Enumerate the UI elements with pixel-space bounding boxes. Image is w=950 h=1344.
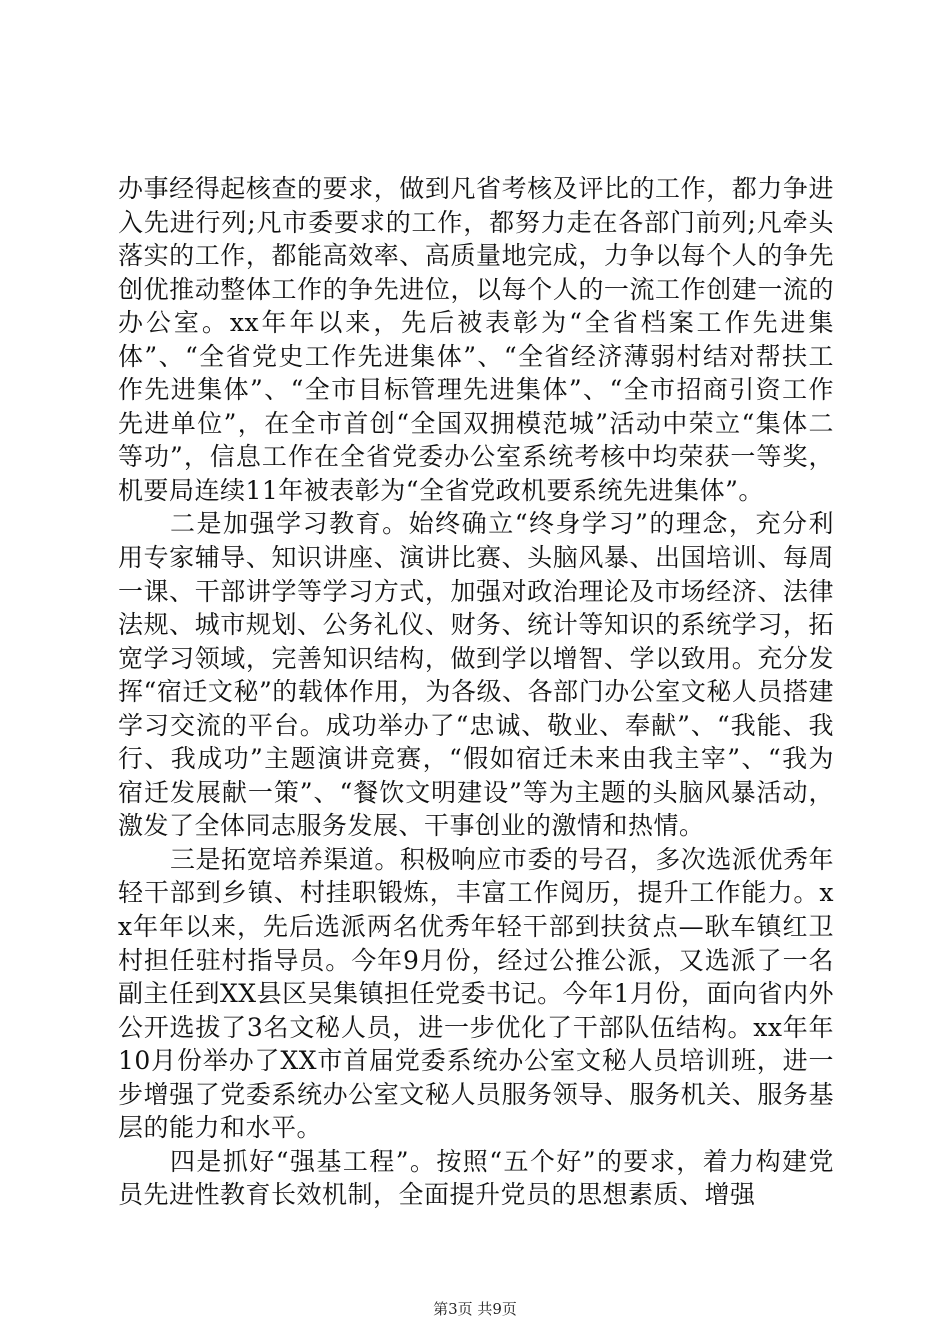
paragraph-1: 办事经得起核查的要求，做到凡省考核及评比的工作，都力争进入先进行列;凡市委要求的工作，都努力走在各部门前列;凡牵头落实的工作，都能高效率、高质量地完成，力争以每个人的争先创优推动整体工作的争先进位，以每个人的一流工作创建一流的办公室。xx年年以来，先后被表彰为“全省档案工作先进集体”、“全省党史工作先进集体”、“全省经济薄弱村结对帮扶工作先进集体”、“全市目标管理先进集体”、“全市招商引资工作先进单位”，在全市首创“全国双拥模范城”活动中荣立“集体二等功”，信息工作在全省党委办公室系统考核中均荣获一等奖，机要局连续11年被表彰为“全省党政机要系统先进集体”。 [118, 174, 834, 505]
paragraph-3: 三是拓宽培养渠道。积极响应市委的号召，多次选派优秀年轻干部到乡镇、村挂职锻炼，丰富工作阅历，提升工作能力。xx年年以来，先后选派两名优秀年轻干部到扶贫点—耿车镇红卫村担任驻村指导员。今年9月份，经过公推公派，又选派了一名副主任到XX县区吴集镇担任党委书记。今年1月份，面向省内外公开选拔了3名文秘人员，进一步优化了干部队伍结构。xx年年10月份举办了XX市首届党委系统办公室文秘人员培训班，进一步增强了党委系统办公室文秘人员服务领导、服务机关、服务基层的能力和水平。 [118, 844, 835, 1143]
paragraph-2: 二是加强学习教育。始终确立“终身学习”的理念，充分利用专家辅导、知识讲座、演讲比赛、头脑风暴、出国培训、每周一课、干部讲学等学习方式，加强对政治理论及市场经济、法律法规、城市规划、公务礼仪、财务、统计等知识的系统学习，拓宽学习领域，完善知识结构，做到学以增智、学以致用。充分发挥“宿迁文秘”的载体作用，为各级、各部门办公室文秘人员搭建学习交流的平台。成功举办了“忠诚、敬业、奉献”、“我能、我行、我成功”主题演讲竞赛，“假如宿迁未来由我主宰”、“我为宿迁发展献一策”、“餐饮文明建设”等为主题的头脑风暴活动，激发了全体同志服务发展、干事创业的激情和热情。 [118, 509, 834, 841]
page-footer: 第3页 共9页 [433, 1300, 517, 1318]
paragraph-4: 四是抓好“强基工程”。按照“五个好”的要求，着力构建党员先进性教育长效机制，全面提升党员的思想素质、增强 [118, 1146, 834, 1210]
document-body [118, 172, 834, 1212]
